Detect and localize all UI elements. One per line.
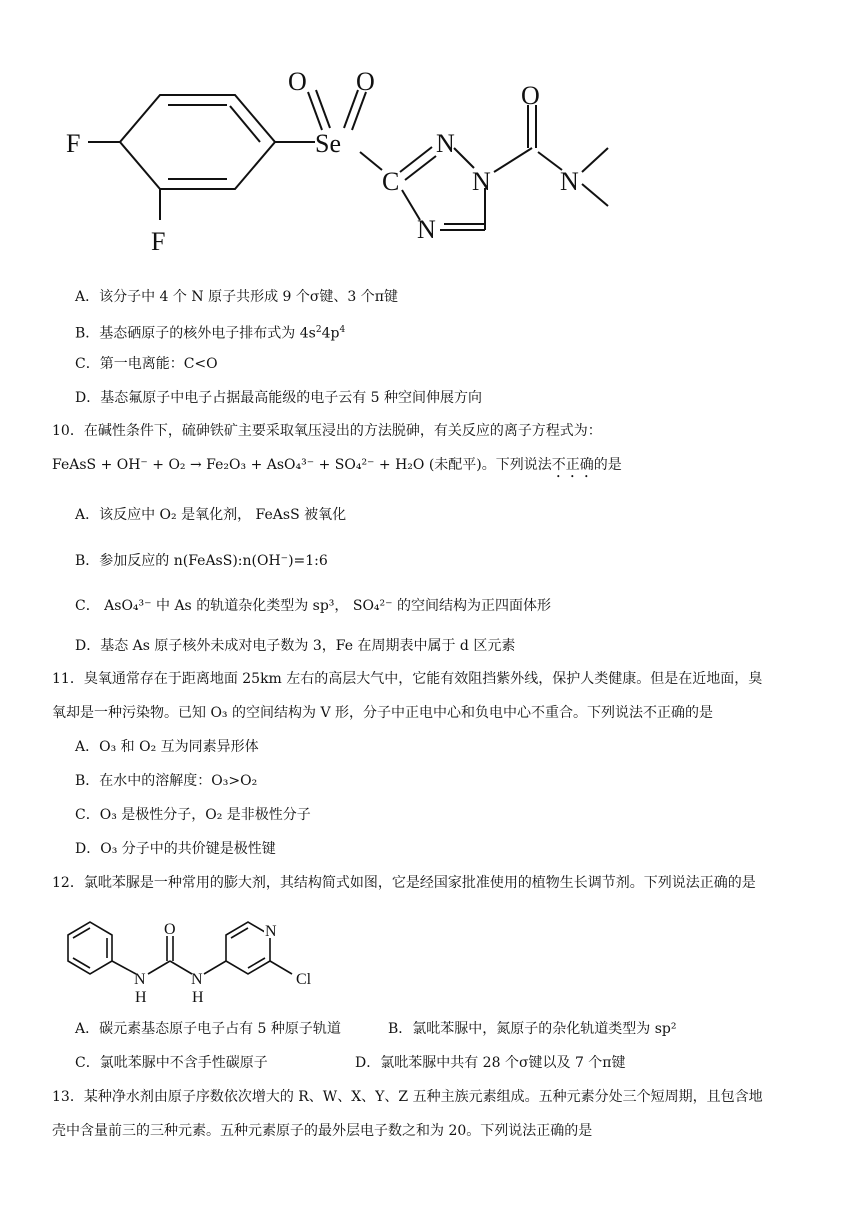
q9-option-a: A．该分子中 4 个 N 原子共形成 9 个σ键、3 个π键 (75, 289, 398, 305)
q9-option-b-sup1: 2 (315, 325, 322, 335)
q11-option-c: C．O₃ 是极性分子，O₂ 是非极性分子 (75, 807, 311, 823)
q10-emphasis: 不正确 (551, 457, 594, 473)
mol2-atom-n-left: N (134, 971, 146, 988)
q13-stem-line2: 壳中含量前三的三种元素。五种元素原子的最外层电子数之和为 20。下列说法正确的是 (52, 1123, 593, 1139)
q9-option-d: D．基态氟原子中电子占据最高能级的电子云有 5 种空间伸展方向 (75, 390, 483, 406)
atom-n-1: N (436, 129, 455, 158)
atom-f-1: F (66, 129, 81, 158)
atom-se: Se (315, 129, 341, 158)
q12-option-c: C．氯吡苯脲中不含手性碳原子 (75, 1055, 268, 1071)
q10-option-d: D．基态 As 原子核外未成对电子数为 3，Fe 在周期表中属于 d 区元素 (75, 638, 516, 654)
mol2-atom-h-1: H (135, 989, 147, 1006)
q12-option-a: A．碳元素基态原子电子占有 5 种原子轨道 (75, 1021, 341, 1037)
q13-stem-line1: 13．某种净水剂由原子序数依次增大的 R、W、X、Y、Z 五种主族元素组成。五种元素分处三个短周期，且包含地 (52, 1089, 763, 1105)
mol2-atom-n-right: N (191, 971, 203, 988)
q11-option-a: A．O₃ 和 O₂ 互为同素异形体 (75, 739, 259, 755)
q11-stem-line2: 氧却是一种污染物。已知 O₃ 的空间结构为 V 形，分子中正电中心和负电中心不重合。下列说法不正确的是 (52, 705, 713, 721)
q12-option-b: B．氯吡苯脲中，氮原子的杂化轨道类型为 sp² (388, 1021, 677, 1037)
q11-option-d: D．O₃ 分子中的共价键是极性键 (75, 841, 276, 857)
q10-option-c: C． AsO₄³⁻ 中 As 的轨道杂化类型为 sp³， SO₄²⁻ 的空间结构为正四面体形 (75, 598, 551, 614)
q10-equation-note: (未配平)。下列说法 (428, 457, 552, 473)
q9-option-b-sup2: 4 (339, 325, 346, 335)
atom-n-2: N (472, 167, 491, 196)
atom-n-3: N (417, 215, 436, 244)
mol2-atom-cl: Cl (296, 971, 312, 988)
atom-o-2: O (356, 67, 375, 96)
atom-n-4: N (560, 167, 579, 196)
q9-option-b (75, 320, 345, 344)
q10-equation-line (52, 455, 622, 481)
atom-f-2: F (151, 227, 166, 255)
q10-equation-end: 的是 (593, 457, 622, 473)
q10-equation: FeAsS + OH⁻ + O₂ → Fe₂O₃ + AsO₄³⁻ + SO₄²⁻ + H₂O (52, 457, 425, 473)
q9-option-c: C．第一电离能：C<O (75, 356, 218, 372)
q12-stem: 12．氯吡苯脲是一种常用的膨大剂，其结构简式如图，它是经国家批准使用的植物生长调节剂。下列说法正确的是 (52, 875, 756, 891)
q11-stem-line1: 11．臭氧通常存在于距离地面 25km 左右的高层大气中，它能有效阻挡紫外线，保护人类健康。但是在近地面，臭 (52, 671, 763, 687)
q9-option-b-mid: 4p (321, 325, 340, 342)
mol2-atom-h-2: H (192, 989, 204, 1006)
q10-stem: 10．在碱性条件下，硫砷铁矿主要采取氧压浸出的方法脱砷，有关反应的离子方程式为： (52, 423, 602, 439)
q11-option-b: B．在水中的溶解度：O₃>O₂ (75, 773, 258, 789)
mol2-atom-o: O (164, 921, 176, 938)
molecule-structure-1 (60, 60, 620, 255)
molecule-structure-2 (48, 900, 348, 1010)
q10-option-b: B．参加反应的 n(FeAsS):n(OH⁻)=1:6 (75, 553, 328, 569)
atom-o-3: O (521, 81, 540, 110)
q10-option-a: A．该反应中 O₂ 是氧化剂， FeAsS 被氧化 (75, 507, 347, 523)
mol2-atom-n-ring: N (265, 923, 277, 940)
q9-option-b-prefix: B．基态硒原子的核外电子排布式为 4s (75, 325, 316, 342)
atom-o-1: O (288, 67, 307, 96)
q12-option-d: D．氯吡苯脲中共有 28 个σ键以及 7 个π键 (355, 1055, 626, 1071)
atom-c: C (382, 167, 400, 196)
